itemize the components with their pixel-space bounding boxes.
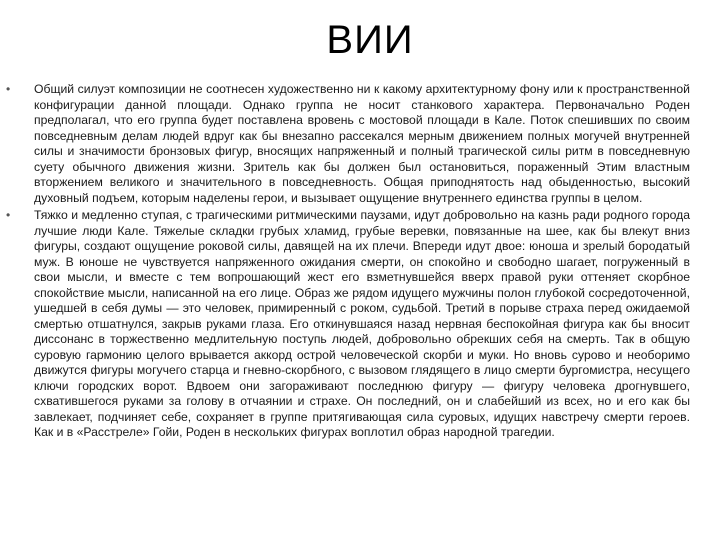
slide-title: ВИИ [326,18,414,62]
bullet-paragraph-1 [6,82,690,206]
bullet-list [6,82,690,443]
paragraph-text: Тяжко и медленно ступая, с трагическими ритмическими паузами, идут добровольно на казнь ради родного города лучшие люди Кале. Тяжелые складки грубых хламид, грубые веревки, повязанные на шее, как бы влекут вниз фигуры, создают ощущение роковой силы, давящей на их плечи. Впереди идут двое: юноша и зрелый бородатый муж. В юноше не чувствуется напряженного ожидания смерти, он спокойно и свободно шагает, погруженный в свои мысли, и вместе с тем вопрошающий жест его взметнувшейся вверх правой руки оттеняет скорбное спокойствие мысли, написанной на его лице. Образ же рядом идущего мужчины полон глубокой сосредоточенной, ушедшей в себя думы — это человек, примиренный с роком, судьбой. Третий в порыве страха перед ожидаемой смертью отшатнулся, закрыв руками глаза. Его откинувшаяся назад нервная беспокойная фигура как бы вносит диссонанс в торжественно медлительную поступь людей, добровольно обрекших себя на смерть. Так в общую суровую гармонию целого врывается аккорд острой человеческой скорби и муки. Но вновь сурово и необоримо движутся фигуры могучего старца и гневно-скорбного, с вызовом глядящего в лицо смерти бургомистра, несущего ключи городских ворот. Вдвоем они загораживают последнюю фигуру — фигуру человека дрогнувшего, схватившегося руками за голову в отчаянии и страхе. Он последний, он и слабейший из всех, но и его как бы завлекает, подчиняет себе, сохраняет в группе притягивающая сила суровых, идущих навстречу смерти героев. Как и в «Расстреле» Гойи, Роден в нескольких фигурах воплотил образ народной трагедии. [34,208,690,439]
bullet-icon: • [6,82,11,96]
bullet-paragraph-2 [6,208,690,441]
bullet-icon: • [6,208,11,222]
paragraph-text: Общий силуэт композиции не соотнесен художественно ни к какому архитектурному фону или к пространственной конфигурации данной площади. Однако группа не носит станкового характера. Первоначально Роден предполагал, что его группа будет поставлена вровень с мостовой площади в Кале. Поток спешивших по своим повседневным делам людей вдруг как бы внезапно рассекался мерным движением полных могучей внутренней силы и значимости бронзовых фигур, вносящих напряженный и полный трагической силы ритм в повседневную суету обычного движения жизни. Зритель как бы должен был остановиться, пораженный Этим властным вторжением великого и значительного в повседневность. Общая приподнятость над обыденностью, высокий духовный подъем, которым наделены герои, и вызывает ощущение внутреннего единства группы в целом. [34,82,690,205]
